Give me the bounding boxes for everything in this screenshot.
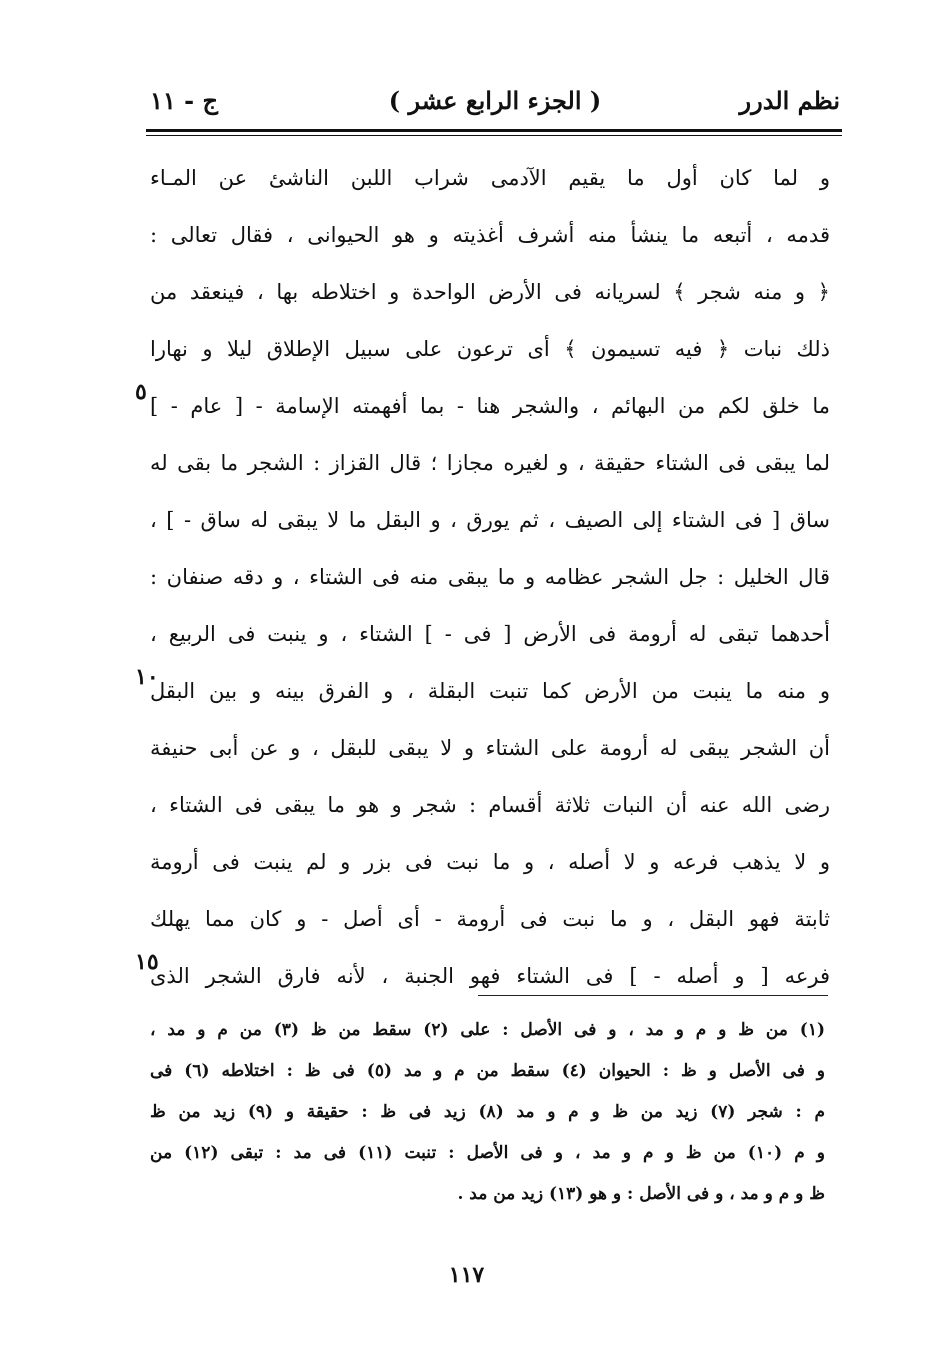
text-line: رضى الله عنه أن النبات ثلاثة أقسام : شجر و هو ما يبقى فى الشتاء ، xyxy=(150,793,830,817)
text-line: قال الخليل : جل الشجر عظامه و ما يبقى منه فى الشتاء ، و دقه صنفان : xyxy=(150,565,830,589)
running-header xyxy=(150,82,840,122)
text-line: فرعه [ و أصله - ] فى الشتاء فهو الجنبة ، لأنه فارق الشجر الذى xyxy=(150,964,830,988)
book-title: نظم الدرر xyxy=(739,86,840,115)
page-number: ١١٧ xyxy=(448,1262,485,1288)
text-line: ساق [ فى الشتاء إلى الصيف ، ثم يورق ، و البقل ما لا يبقى له ساق - ] ، xyxy=(150,508,830,532)
footnote-line: و م (١٠) من ظ و م و مد ، و فى الأصل : تنبت (١١) فى مد : تبقى (١٢) من xyxy=(150,1143,825,1163)
header-rule-thick xyxy=(146,129,842,132)
text-line: لما يبقى فى الشتاء حقيقة ، و لغيره مجازا ؛ قال القزاز : الشجر ما بقى له xyxy=(150,451,830,475)
text-line: ثابتة فهو البقل ، و ما نبت فى أرومة - أى أصل - و كان مما يهلك xyxy=(150,907,830,931)
text-line: أن الشجر يبقى له أرومة على الشتاء و لا يبقى للبقل ، و عن أبى حنيفة xyxy=(150,736,830,760)
footnote-line: و فى الأصل و ظ : الحيوان (٤) سقط من م و مد (٥) فى ظ : اختلاطه (٦) فى xyxy=(150,1061,825,1081)
header-rule-thin xyxy=(146,135,842,136)
text-line: ﴿ و منه شجر ﴾ لسريانه فى الأرض الواحدة و اختلاطه بها ، فينعقد من xyxy=(150,280,830,304)
footnotes xyxy=(150,1010,825,1215)
text-line: و منه ما ينبت من الأرض كما تنبت البقلة ، و الفرق بينه و بين البقل xyxy=(150,679,830,703)
footnote-separator xyxy=(478,995,828,996)
line-number-10: ١٠ xyxy=(135,664,159,690)
text-line: أحدهما تبقى له أرومة فى الأرض [ فى - ] الشتاء ، و ينبت فى الربيع ، xyxy=(150,622,830,646)
volume-label: ج - ١١ xyxy=(150,86,218,115)
text-line: ذلك نبات ﴿ فيه تسيمون ﴾ أى ترعون على سبيل الإطلاق ليلا و نهارا xyxy=(150,337,830,361)
footnote-line: ظ و م و مد ، و فى الأصل : و هو (١٣) زيد من مد . xyxy=(457,1184,825,1204)
footnote-line: م : شجر (٧) زيد من ظ و م و مد (٨) زيد فى ظ : حقيقة و (٩) زيد من ظ xyxy=(150,1102,825,1122)
part-title: ( الجزء الرابع عشر ) xyxy=(388,86,602,115)
text-line: قدمه ، أتبعه ما ينشأ منه أشرف أغذيته و هو الحيوانى ، فقال تعالى : xyxy=(150,223,830,247)
text-line: و لا يذهب فرعه و لا أصله ، و ما نبت فى بزر و لم ينبت فى أرومة xyxy=(150,850,830,874)
footnote-line: (١) من ظ و م و مد ، و فى الأصل : على (٢) سقط من ظ (٣) من م و مد ، xyxy=(150,1020,825,1040)
line-number-5: ٥ xyxy=(135,379,147,405)
text-line: و لما كان أول ما يقيم الآدمى شراب اللبن الناشئ عن المـاء xyxy=(150,166,830,190)
text-line: ما خلق لكم من البهائم ، والشجر هنا - بما أفهمته الإسامة - [ عام - ] xyxy=(150,394,830,418)
line-number-15: ١٥ xyxy=(135,949,159,975)
main-text xyxy=(150,150,830,1005)
